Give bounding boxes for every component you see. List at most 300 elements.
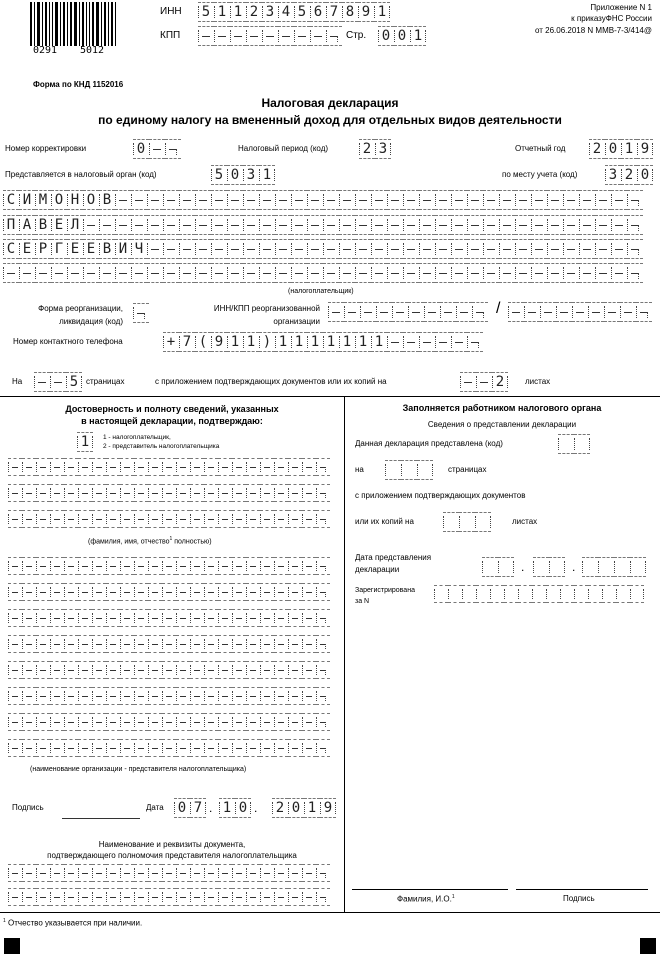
org-row-3-cell[interactable] xyxy=(78,609,92,627)
org-row-7-cell[interactable] xyxy=(22,713,36,731)
phone-cells-cell[interactable]: 1 xyxy=(275,332,291,352)
fio-row-2-cell[interactable] xyxy=(190,484,204,502)
name-row-1-cell[interactable] xyxy=(291,190,307,210)
org-row-1-cell[interactable] xyxy=(120,557,134,575)
reg-number-cells-cell[interactable] xyxy=(574,585,588,603)
fio-row-1-cell[interactable] xyxy=(50,458,64,476)
org-row-7-cell[interactable] xyxy=(134,713,148,731)
org-row-8-cell[interactable] xyxy=(148,739,162,757)
attach-cells[interactable] xyxy=(460,372,508,392)
name-row-3-cell[interactable]: Е xyxy=(19,239,35,259)
name-row-4-cell[interactable] xyxy=(131,263,147,283)
inn-cells-cell[interactable]: 5 xyxy=(294,2,310,22)
date-year-cells-cell[interactable]: 9 xyxy=(320,798,336,818)
year-cells[interactable] xyxy=(589,139,653,159)
name-row-2-cell[interactable]: Л xyxy=(67,215,83,235)
inn-cells-cell[interactable]: 6 xyxy=(310,2,326,22)
date-month-cells-cell[interactable]: 1 xyxy=(219,798,235,818)
name-row-1-cell[interactable] xyxy=(531,190,547,210)
org-row-8-cell[interactable] xyxy=(22,739,36,757)
name-row-4-cell[interactable] xyxy=(3,263,19,283)
org-row-2-cell[interactable] xyxy=(64,583,78,601)
phone-cells-cell[interactable] xyxy=(467,332,483,352)
fio-row-2-cell[interactable] xyxy=(316,484,330,502)
org-row-3-cell[interactable] xyxy=(120,609,134,627)
org-row-6-cell[interactable] xyxy=(274,687,288,705)
org-row-4-cell[interactable] xyxy=(246,635,260,653)
org-row-4-cell[interactable] xyxy=(22,635,36,653)
name-row-3-cell[interactable] xyxy=(483,239,499,259)
year-cells-cell[interactable]: 9 xyxy=(637,139,653,159)
name-row-2-cell[interactable] xyxy=(467,215,483,235)
period-cells-cell[interactable]: 2 xyxy=(359,139,375,159)
org-row-8-cell[interactable] xyxy=(246,739,260,757)
name-row-2-cell[interactable] xyxy=(483,215,499,235)
name-row-4[interactable] xyxy=(3,263,643,283)
fio-row-1-cell[interactable] xyxy=(302,458,316,476)
name-row-2-cell[interactable] xyxy=(323,215,339,235)
org-row-7-cell[interactable] xyxy=(36,713,50,731)
inn-cells-cell[interactable]: 9 xyxy=(358,2,374,22)
right-sheets-cells-cell[interactable] xyxy=(459,512,475,532)
name-row-4-cell[interactable] xyxy=(259,263,275,283)
org-row-1-cell[interactable] xyxy=(274,557,288,575)
org-row-6-cell[interactable] xyxy=(22,687,36,705)
kpp-cells-cell[interactable] xyxy=(230,26,246,46)
org-row-3-cell[interactable] xyxy=(232,609,246,627)
name-row-2-cell[interactable] xyxy=(147,215,163,235)
org-row-7-cell[interactable] xyxy=(162,713,176,731)
fio-row-3-cell[interactable] xyxy=(260,510,274,528)
name-row-3[interactable] xyxy=(3,239,643,259)
attach-cells-cell[interactable]: 2 xyxy=(492,372,508,392)
org-row-7-cell[interactable] xyxy=(260,713,274,731)
inn-cells[interactable] xyxy=(198,2,390,22)
reg-number-cells-cell[interactable] xyxy=(532,585,546,603)
org-row-5-cell[interactable] xyxy=(316,661,330,679)
name-row-4-cell[interactable] xyxy=(307,263,323,283)
phone-cells-cell[interactable]: ) xyxy=(259,332,275,352)
doc-row-2-cell[interactable] xyxy=(302,888,316,906)
org-row-5-cell[interactable] xyxy=(190,661,204,679)
date-year-cells-cell[interactable]: 1 xyxy=(304,798,320,818)
right-pages-cells-cell[interactable] xyxy=(401,460,417,480)
name-row-3-cell[interactable] xyxy=(435,239,451,259)
fio-row-3-cell[interactable] xyxy=(190,510,204,528)
fio-row-2-cell[interactable] xyxy=(8,484,22,502)
org-row-2-cell[interactable] xyxy=(134,583,148,601)
reorg-kpp-cells-cell[interactable] xyxy=(636,302,652,322)
org-row-4[interactable] xyxy=(8,635,330,653)
org-row-5-cell[interactable] xyxy=(162,661,176,679)
kpp-cells[interactable] xyxy=(198,26,342,46)
doc-row-1-cell[interactable] xyxy=(274,864,288,882)
name-row-3-cell[interactable] xyxy=(307,239,323,259)
reorg-inn-cells-cell[interactable] xyxy=(392,302,408,322)
fio-row-2-cell[interactable] xyxy=(50,484,64,502)
year-cells-cell[interactable]: 0 xyxy=(605,139,621,159)
fio-row-3-cell[interactable] xyxy=(106,510,120,528)
name-row-4-cell[interactable] xyxy=(339,263,355,283)
kpp-cells-cell[interactable] xyxy=(262,26,278,46)
org-row-6-cell[interactable] xyxy=(218,687,232,705)
org-row-5-cell[interactable] xyxy=(302,661,316,679)
sign-line[interactable] xyxy=(62,818,140,819)
fio-row-1-cell[interactable] xyxy=(106,458,120,476)
name-row-1-cell[interactable] xyxy=(179,190,195,210)
right-pages-cells-cell[interactable] xyxy=(385,460,401,480)
name-row-4-cell[interactable] xyxy=(147,263,163,283)
org-row-3-cell[interactable] xyxy=(246,609,260,627)
org-row-4-cell[interactable] xyxy=(316,635,330,653)
fio-row-3-cell[interactable] xyxy=(8,510,22,528)
org-row-8-cell[interactable] xyxy=(316,739,330,757)
org-row-5-cell[interactable] xyxy=(204,661,218,679)
org-row-7-cell[interactable] xyxy=(120,713,134,731)
name-row-2-cell[interactable] xyxy=(563,215,579,235)
submitted-code-cells-cell[interactable] xyxy=(558,434,574,454)
doc-row-1-cell[interactable] xyxy=(302,864,316,882)
fio-row-3-cell[interactable] xyxy=(288,510,302,528)
name-row-1-cell[interactable] xyxy=(499,190,515,210)
name-row-3-cell[interactable] xyxy=(243,239,259,259)
fio-row-3-cell[interactable] xyxy=(120,510,134,528)
name-row-4-cell[interactable] xyxy=(323,263,339,283)
name-row-1-cell[interactable] xyxy=(339,190,355,210)
org-row-3-cell[interactable] xyxy=(274,609,288,627)
fio-row-1-cell[interactable] xyxy=(176,458,190,476)
fio-row-1-cell[interactable] xyxy=(22,458,36,476)
right-date-day-cells[interactable] xyxy=(482,557,514,577)
doc-row-2-cell[interactable] xyxy=(36,888,50,906)
org-row-1-cell[interactable] xyxy=(176,557,190,575)
fio-row-1-cell[interactable] xyxy=(288,458,302,476)
name-row-3-cell[interactable]: Е xyxy=(83,239,99,259)
name-row-3-cell[interactable] xyxy=(371,239,387,259)
fio-row-3-cell[interactable] xyxy=(50,510,64,528)
fio-row-1-cell[interactable] xyxy=(190,458,204,476)
org-row-5-cell[interactable] xyxy=(50,661,64,679)
phone-cells-cell[interactable] xyxy=(451,332,467,352)
fio-row-2-cell[interactable] xyxy=(176,484,190,502)
doc-row-1-cell[interactable] xyxy=(22,864,36,882)
page-cells-cell[interactable]: 0 xyxy=(394,26,410,46)
reorg-inn-cells-cell[interactable] xyxy=(440,302,456,322)
name-row-4-cell[interactable] xyxy=(595,263,611,283)
submitted-code-cells-cell[interactable] xyxy=(574,434,590,454)
name-row-3-cell[interactable] xyxy=(419,239,435,259)
reg-number-cells-cell[interactable] xyxy=(602,585,616,603)
correction-cells-cell[interactable] xyxy=(165,139,181,159)
right-date-day-cells-cell[interactable] xyxy=(482,557,498,577)
org-row-5[interactable] xyxy=(8,661,330,679)
reorg-inn-cells-cell[interactable] xyxy=(472,302,488,322)
name-row-3-cell[interactable] xyxy=(563,239,579,259)
doc-row-2-cell[interactable] xyxy=(106,888,120,906)
date-day-cells-cell[interactable]: 7 xyxy=(190,798,206,818)
kpp-cells-cell[interactable] xyxy=(198,26,214,46)
org-row-5-cell[interactable] xyxy=(36,661,50,679)
doc-row-2-cell[interactable] xyxy=(120,888,134,906)
name-row-2-cell[interactable]: В xyxy=(35,215,51,235)
period-cells-cell[interactable]: 3 xyxy=(375,139,391,159)
org-row-7-cell[interactable] xyxy=(190,713,204,731)
date-day-cells-cell[interactable]: 0 xyxy=(174,798,190,818)
name-row-2-cell[interactable] xyxy=(515,215,531,235)
doc-row-2-cell[interactable] xyxy=(162,888,176,906)
name-row-2-cell[interactable] xyxy=(99,215,115,235)
org-row-4-cell[interactable] xyxy=(232,635,246,653)
org-row-4-cell[interactable] xyxy=(134,635,148,653)
name-row-2-cell[interactable] xyxy=(371,215,387,235)
fio-row-3-cell[interactable] xyxy=(148,510,162,528)
org-row-3-cell[interactable] xyxy=(190,609,204,627)
name-row-3-cell[interactable] xyxy=(515,239,531,259)
org-row-7-cell[interactable] xyxy=(232,713,246,731)
org-row-6-cell[interactable] xyxy=(50,687,64,705)
org-row-4-cell[interactable] xyxy=(36,635,50,653)
name-row-2-cell[interactable] xyxy=(83,215,99,235)
doc-row-1-cell[interactable] xyxy=(204,864,218,882)
org-row-5-cell[interactable] xyxy=(232,661,246,679)
org-row-1-cell[interactable] xyxy=(288,557,302,575)
doc-row-2-cell[interactable] xyxy=(274,888,288,906)
org-row-6-cell[interactable] xyxy=(148,687,162,705)
name-row-1-cell[interactable]: О xyxy=(51,190,67,210)
org-row-4-cell[interactable] xyxy=(148,635,162,653)
name-row-3-cell[interactable] xyxy=(355,239,371,259)
name-row-1-cell[interactable] xyxy=(467,190,483,210)
phone-cells-cell[interactable]: 1 xyxy=(339,332,355,352)
inn-cells-cell[interactable]: 4 xyxy=(278,2,294,22)
org-row-7-cell[interactable] xyxy=(78,713,92,731)
org-row-4-cell[interactable] xyxy=(120,635,134,653)
fio-sign-line-2[interactable] xyxy=(516,889,648,890)
fio-row-3-cell[interactable] xyxy=(274,510,288,528)
org-row-3-cell[interactable] xyxy=(204,609,218,627)
name-row-4-cell[interactable] xyxy=(403,263,419,283)
org-row-1-cell[interactable] xyxy=(78,557,92,575)
fio-row-1-cell[interactable] xyxy=(148,458,162,476)
doc-row-1-cell[interactable] xyxy=(288,864,302,882)
name-row-4-cell[interactable] xyxy=(51,263,67,283)
name-row-2-cell[interactable] xyxy=(547,215,563,235)
name-row-4-cell[interactable] xyxy=(419,263,435,283)
name-row-4-cell[interactable] xyxy=(67,263,83,283)
org-row-2-cell[interactable] xyxy=(22,583,36,601)
fio-row-1-cell[interactable] xyxy=(8,458,22,476)
fio-row-2-cell[interactable] xyxy=(288,484,302,502)
right-date-month-cells-cell[interactable] xyxy=(533,557,549,577)
name-row-2[interactable] xyxy=(3,215,643,235)
name-row-3-cell[interactable] xyxy=(323,239,339,259)
name-row-3-cell[interactable]: В xyxy=(99,239,115,259)
doc-row-2-cell[interactable] xyxy=(288,888,302,906)
org-row-2-cell[interactable] xyxy=(78,583,92,601)
org-row-8-cell[interactable] xyxy=(176,739,190,757)
fio-row-2-cell[interactable] xyxy=(162,484,176,502)
phone-cells-cell[interactable]: 1 xyxy=(371,332,387,352)
name-row-3-cell[interactable] xyxy=(467,239,483,259)
doc-row-2-cell[interactable] xyxy=(316,888,330,906)
org-row-7-cell[interactable] xyxy=(148,713,162,731)
name-row-4-cell[interactable] xyxy=(515,263,531,283)
phone-cells-cell[interactable] xyxy=(435,332,451,352)
kpp-cells-cell[interactable] xyxy=(214,26,230,46)
fio-row-3-cell[interactable] xyxy=(64,510,78,528)
name-row-3-cell[interactable] xyxy=(179,239,195,259)
kpp-cells-cell[interactable] xyxy=(246,26,262,46)
org-row-3-cell[interactable] xyxy=(64,609,78,627)
name-row-3-cell[interactable]: Е xyxy=(67,239,83,259)
fio-row-1-cell[interactable] xyxy=(260,458,274,476)
phone-cells[interactable] xyxy=(163,332,483,352)
fio-row-3-cell[interactable] xyxy=(22,510,36,528)
name-row-2-cell[interactable] xyxy=(419,215,435,235)
name-row-2-cell[interactable] xyxy=(195,215,211,235)
name-row-4-cell[interactable] xyxy=(579,263,595,283)
fio-row-2-cell[interactable] xyxy=(246,484,260,502)
name-row-4-cell[interactable] xyxy=(211,263,227,283)
name-row-3-cell[interactable]: Г xyxy=(51,239,67,259)
name-row-4-cell[interactable] xyxy=(531,263,547,283)
org-row-1-cell[interactable] xyxy=(246,557,260,575)
name-row-2-cell[interactable]: А xyxy=(19,215,35,235)
org-row-2-cell[interactable] xyxy=(92,583,106,601)
org-row-7-cell[interactable] xyxy=(246,713,260,731)
org-row-2-cell[interactable] xyxy=(106,583,120,601)
name-row-3-cell[interactable] xyxy=(547,239,563,259)
name-row-2-cell[interactable] xyxy=(307,215,323,235)
reorg-kpp-cells-cell[interactable] xyxy=(556,302,572,322)
org-row-5-cell[interactable] xyxy=(106,661,120,679)
doc-row-1-cell[interactable] xyxy=(92,864,106,882)
name-row-2-cell[interactable] xyxy=(179,215,195,235)
fio-row-1-cell[interactable] xyxy=(204,458,218,476)
reorg-kpp-cells-cell[interactable] xyxy=(604,302,620,322)
org-row-8-cell[interactable] xyxy=(78,739,92,757)
fio-row-2-cell[interactable] xyxy=(106,484,120,502)
org-row-2-cell[interactable] xyxy=(50,583,64,601)
organ-cells-cell[interactable]: 3 xyxy=(243,165,259,185)
name-row-3-cell[interactable]: И xyxy=(115,239,131,259)
fio-row-2-cell[interactable] xyxy=(218,484,232,502)
org-row-2-cell[interactable] xyxy=(274,583,288,601)
fio-row-2-cell[interactable] xyxy=(260,484,274,502)
right-sheets-cells-cell[interactable] xyxy=(443,512,459,532)
org-row-8-cell[interactable] xyxy=(8,739,22,757)
doc-row-1[interactable] xyxy=(8,864,330,882)
fio-sign-line-1[interactable] xyxy=(352,889,508,890)
org-row-5-cell[interactable] xyxy=(78,661,92,679)
reg-number-cells-cell[interactable] xyxy=(448,585,462,603)
org-row-8-cell[interactable] xyxy=(190,739,204,757)
right-pages-cells[interactable] xyxy=(385,460,433,480)
phone-cells-cell[interactable]: + xyxy=(163,332,179,352)
name-row-4-cell[interactable] xyxy=(483,263,499,283)
org-row-3-cell[interactable] xyxy=(302,609,316,627)
reorg-kpp-cells-cell[interactable] xyxy=(588,302,604,322)
right-sheets-cells-cell[interactable] xyxy=(475,512,491,532)
name-row-3-cell[interactable] xyxy=(595,239,611,259)
org-row-3-cell[interactable] xyxy=(92,609,106,627)
org-row-2[interactable] xyxy=(8,583,330,601)
year-cells-cell[interactable]: 2 xyxy=(589,139,605,159)
org-row-8-cell[interactable] xyxy=(274,739,288,757)
name-row-1-cell[interactable] xyxy=(419,190,435,210)
org-row-1-cell[interactable] xyxy=(302,557,316,575)
name-row-3-cell[interactable] xyxy=(275,239,291,259)
correction-cells-cell[interactable]: 0 xyxy=(133,139,149,159)
name-row-1-cell[interactable] xyxy=(195,190,211,210)
org-row-3-cell[interactable] xyxy=(36,609,50,627)
inn-cells-cell[interactable]: 3 xyxy=(262,2,278,22)
name-row-2-cell[interactable] xyxy=(499,215,515,235)
org-row-7-cell[interactable] xyxy=(218,713,232,731)
name-row-4-cell[interactable] xyxy=(467,263,483,283)
signer-code-cell-cell[interactable]: 1 xyxy=(77,432,93,452)
org-row-8-cell[interactable] xyxy=(92,739,106,757)
org-row-4-cell[interactable] xyxy=(190,635,204,653)
reg-number-cells-cell[interactable] xyxy=(616,585,630,603)
kpp-cells-cell[interactable] xyxy=(294,26,310,46)
org-row-2-cell[interactable] xyxy=(162,583,176,601)
org-row-8-cell[interactable] xyxy=(260,739,274,757)
name-row-3-cell[interactable] xyxy=(259,239,275,259)
org-row-5-cell[interactable] xyxy=(274,661,288,679)
org-row-5-cell[interactable] xyxy=(8,661,22,679)
name-row-1-cell[interactable] xyxy=(483,190,499,210)
name-row-2-cell[interactable]: П xyxy=(3,215,19,235)
fio-row-2-cell[interactable] xyxy=(64,484,78,502)
name-row-3-cell[interactable] xyxy=(627,239,643,259)
place-cells-cell[interactable]: 2 xyxy=(621,165,637,185)
org-row-7-cell[interactable] xyxy=(64,713,78,731)
org-row-1-cell[interactable] xyxy=(204,557,218,575)
name-row-1-cell[interactable] xyxy=(147,190,163,210)
org-row-5-cell[interactable] xyxy=(120,661,134,679)
doc-row-1-cell[interactable] xyxy=(106,864,120,882)
org-row-6-cell[interactable] xyxy=(36,687,50,705)
doc-row-2[interactable] xyxy=(8,888,330,906)
fio-row-1-cell[interactable] xyxy=(232,458,246,476)
period-cells[interactable] xyxy=(359,139,391,159)
org-row-1-cell[interactable] xyxy=(8,557,22,575)
reg-number-cells-cell[interactable] xyxy=(490,585,504,603)
name-row-4-cell[interactable] xyxy=(611,263,627,283)
reg-number-cells-cell[interactable] xyxy=(546,585,560,603)
doc-row-2-cell[interactable] xyxy=(176,888,190,906)
right-date-year-cells-cell[interactable] xyxy=(598,557,614,577)
right-date-year-cells[interactable] xyxy=(582,557,646,577)
org-row-1-cell[interactable] xyxy=(134,557,148,575)
org-row-2-cell[interactable] xyxy=(176,583,190,601)
name-row-2-cell[interactable] xyxy=(115,215,131,235)
name-row-1-cell[interactable] xyxy=(515,190,531,210)
org-row-6-cell[interactable] xyxy=(246,687,260,705)
doc-row-1-cell[interactable] xyxy=(8,864,22,882)
fio-row-1-cell[interactable] xyxy=(246,458,260,476)
org-row-6-cell[interactable] xyxy=(134,687,148,705)
phone-cells-cell[interactable]: 1 xyxy=(307,332,323,352)
name-row-1-cell[interactable] xyxy=(435,190,451,210)
page-cells[interactable] xyxy=(378,26,426,46)
org-row-6-cell[interactable] xyxy=(8,687,22,705)
org-row-3-cell[interactable] xyxy=(22,609,36,627)
org-row-2-cell[interactable] xyxy=(246,583,260,601)
reg-number-cells-cell[interactable] xyxy=(434,585,448,603)
org-row-6-cell[interactable] xyxy=(64,687,78,705)
